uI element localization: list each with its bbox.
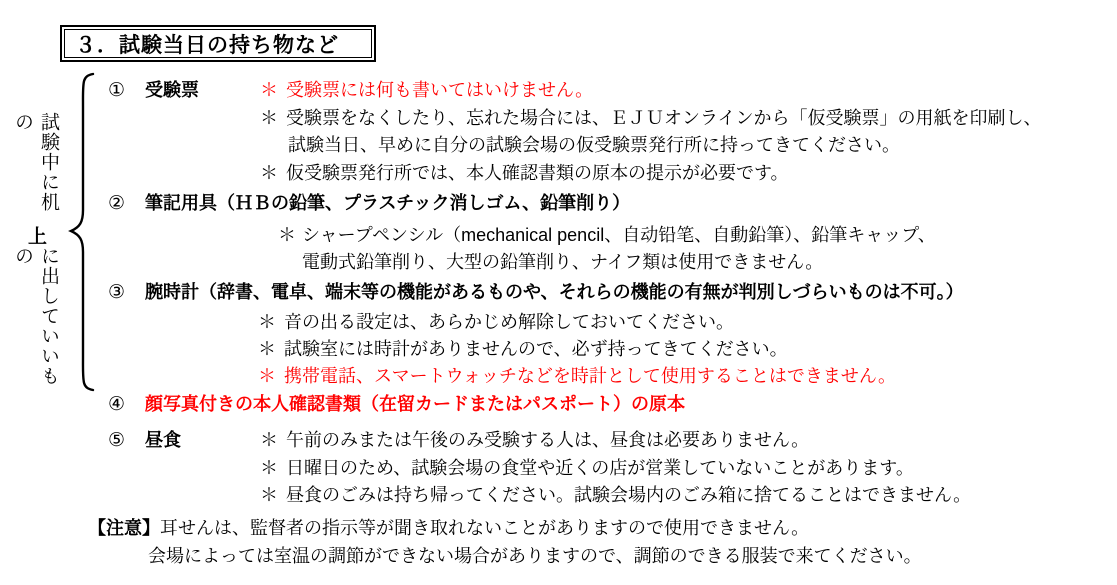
item-3-number: ③ [108, 282, 126, 303]
asterisk-marker: ＊ [260, 485, 278, 505]
side-label-post: に出していいもの [12, 246, 59, 386]
note-text: 試験当日、早めに自分の試験会場の仮受験票発行所に持ってきてください。 [288, 135, 900, 155]
item-4-heading [108, 392, 685, 417]
side-label [9, 112, 61, 398]
asterisk-marker: ＊ [260, 458, 278, 478]
asterisk-marker: ＊ [258, 312, 276, 332]
item-2-note-1 [278, 223, 936, 247]
item-2-number: ② [108, 193, 126, 214]
item-3-heading [108, 280, 964, 305]
item-4-number: ④ [108, 394, 126, 415]
side-label-pre: 試験中に机の [12, 112, 59, 212]
note-text: 受験票をなくしたり、忘れた場合には、ＥＪＵオンラインから「仮受験票」の用紙を印刷し、 [286, 108, 1042, 128]
asterisk-marker: ＊ [260, 430, 278, 450]
note-text: 携帯電話、スマートウォッチなどを時計として使用することはできません。 [284, 366, 896, 386]
note-text: 音の出る設定は、あらかじめ解除しておいてください。 [284, 312, 734, 332]
item-5-note-2 [260, 456, 914, 480]
notice-text: 耳せんは、監督者の指示等が聞き取れないことがありますので使用できません。 [160, 518, 810, 538]
notice-label: 【注意】 [88, 518, 160, 538]
notice-line-1 [88, 516, 809, 540]
note-text: 午前のみまたは午後のみ受験する人は、昼食は必要ありません。 [286, 430, 810, 450]
item-3-note-1 [258, 310, 734, 334]
note-text: シャープペンシル（mechanical pencil、自动铅笔、自動鉛筆）、鉛筆キャップ、 [302, 225, 936, 245]
item-1-heading [108, 78, 199, 103]
item-5-title: 昼食 [145, 430, 181, 450]
item-1-title: 受験票 [145, 80, 199, 100]
item-5-number: ⑤ [108, 430, 126, 451]
item-5-heading [108, 428, 181, 453]
page-title: ３．試験当日の持ち物など [64, 29, 372, 58]
asterisk-marker: ＊ [278, 225, 296, 245]
note-text: 受験票には何も書いてはいけません。 [286, 80, 594, 100]
item-5-note-1 [260, 428, 809, 452]
asterisk-marker: ＊ [260, 108, 278, 128]
item-2-heading [108, 191, 630, 216]
item-3-title: 腕時計（辞書、電卓、端末等の機能があるものや、それらの機能の有無が判別しづらいものは不可。） [145, 282, 964, 302]
curly-brace-icon [66, 72, 96, 392]
item-4-title: 顔写真付きの本人確認書類（在留カードまたはパスポート）の原本 [145, 394, 685, 414]
note-text: 電動式鉛筆削り、大型の鉛筆削り、ナイフ類は使用できません。 [302, 252, 824, 272]
item-1-number: ① [108, 80, 126, 101]
side-label-bold: 上 [25, 226, 46, 246]
item-1-note-2 [260, 106, 1041, 130]
item-2-title: 筆記用具（ＨＢの鉛筆、プラスチック消しゴム、鉛筆削り） [145, 193, 631, 213]
item-1-note-1 [260, 78, 593, 102]
asterisk-marker: ＊ [258, 339, 276, 359]
notice-text: 会場によっては室温の調節ができない場合がありますので、調節のできる服装で来てください。 [148, 546, 922, 566]
asterisk-marker: ＊ [258, 366, 276, 386]
item-3-note-2 [258, 337, 788, 361]
item-1-note-2-cont [288, 133, 900, 157]
note-text: 日曜日のため、試験会場の食堂や近くの店が営業していないことがあります。 [286, 458, 914, 478]
asterisk-marker: ＊ [260, 163, 278, 183]
title-box [60, 25, 376, 62]
note-text: 仮受験票発行所では、本人確認書類の原本の提示が必要です。 [286, 163, 789, 183]
item-1-note-3 [260, 161, 789, 185]
note-text: 試験室には時計がありませんので、必ず持ってきてください。 [284, 339, 788, 359]
item-5-note-3 [260, 483, 971, 507]
notice-line-2 [148, 544, 922, 568]
note-text: 昼食のごみは持ち帰ってください。試験会場内のごみ箱に捨てることはできません。 [286, 485, 972, 505]
item-3-note-3 [258, 364, 896, 388]
asterisk-marker: ＊ [260, 80, 278, 100]
item-2-note-1-cont [302, 250, 823, 274]
